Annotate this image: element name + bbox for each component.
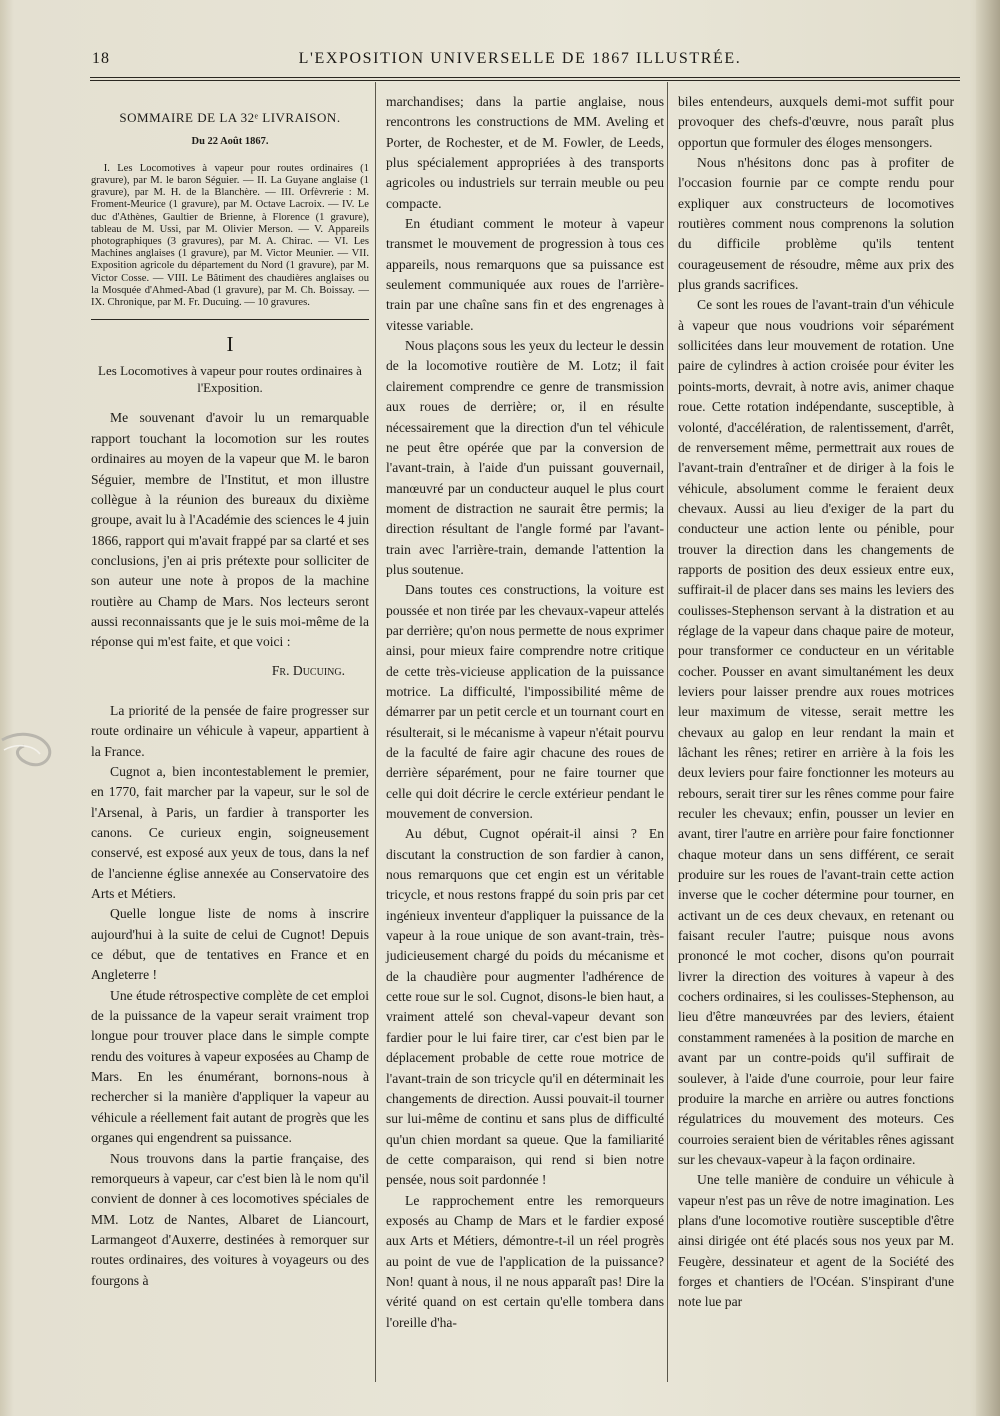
editor-intro: Me souvenant d'avoir lu un remarquable rapport touchant la locomotion sur les routes ordinaires au moyen de la vapeur que M. le baron Séguier, membre de l'Institut, et mon illustre collègue à la réunion des bureaux du dixième groupe, avait lu à l'Académie des sciences le 4 juin 1866, rapport qui m'avait frappé par sa clarté et ses conclusions, j'en ai pris prétexte pour solliciter de son auteur une note à propos de la machine routière au Champ de Mars. Nos lecteurs seront aussi reconnaissants que je le suis moi-même de la réponse qui m'est faite, et que voici : [91,410,369,650]
signature: Fr. Ducuing. [271,662,345,678]
sommaire-date: Du 22 Août 1867. [191,136,269,148]
paragraph: biles entendeurs, auxquels demi-mot suffit pour provoquer des chefs-d'œuvre, nous paraît plus opportun que formuler des éloges mensongers. [678,94,954,150]
journal-title: L'EXPOSITION UNIVERSELLE DE 1867 ILLUSTRÉE. [298,50,742,67]
paragraph: En étudiant comment le moteur à vapeur transmet le mouvement de progression à tous ces appareils, nous remarquons que sa puissance est seulement communiquée aux roues de l'arrière-train par une chaîne sans fin et des engrenages à vitesse variable. [386,216,664,333]
sommaire-box [91,108,369,320]
article-title: Les Locomotives à vapeur pour routes ordinaires à l'Exposition. [98,363,362,396]
header-rule [90,80,960,81]
paragraph: Ce sont les roues de l'avant-train d'un véhicule à vapeur que nous voudrions voir séparément sollicitées dans leur mouvement de rotation. Une paire de cylindres à action croisée pour éviter les points-morts, devrait, à notre avis, animer chaque roue. Cette rotation indépendante, susceptible, à volonté, d'accélération, de ralentissement, d'arrêt, de renversement même, permettrait aux roues de l'avant-train d'entraîner et de diriger à la fois le véhicule, absolument comme le feraient deux chevaux. Aussi au lieu d'exiger de la part du conducteur une action lente ou pénible, pour trouver la direction dans les changements de rapports de position des deux essieux entre eux, suffirait-il de placer dans ses mains les leviers des coulisses-Stephenson servant à la distration et au réglage de la vapeur dans chaque paire de moteur, pour transformer ce conducteur en un véritable cocher. Pousser en avant simultanément les deux leviers pour laisser prendre aux roues motrices leur maximum de vitesse, serait mettre les chevaux au galop en leur rendant la main et lâchant les rênes; retirer en arrière à la fois les deux leviers pour faire fonctionner les moteurs au rebours, serait tirer sur les rênes comme pour faire reculer les chevaux; enfin, pousser un levier en avant, tirer l'autre en arrière pour faire fonctionner chaque moteur dans un sens différent, ce serait produire sur les roues de l'avant-train cette action inverse que le cocher détermine pour tourner, en activant un de ces deux chevaux, en retenant ou faisant reculer l'autre; puisque nous avons prononcé le mot cocher, disons qu'on pourrait livrer la direction des voitures à vapeur à des cochers ordinaires, si les coulisses-Stephenson, au lieu d'être manœuvrées par des leviers, étaient constamment ramenées à la position de marche en avant par un contre-poids qu'il suffirait de soulever, à l'aide d'une courroie, pour leur faire produire la marche en arrière ou autres fonctions régulatrices du mouvement des moteurs. Ces courroies seraient bien de véritables rênes agissant sur les chevaux-vapeur à la façon ordinaire. [678,297,954,1167]
column-3 [678,92,954,1313]
paragraph: Quelle longue liste de noms à inscrire aujourd'hui à la suite de celui de Cugnot! Depuis ce début, que de tentatives en France et en Angleterre ! [91,906,369,983]
column-2 [386,92,664,1333]
paragraph: Nous trouvons dans la partie française, des remorqueurs à vapeur, car c'est bien là le nom qu'il convient de donner à ces locomotives spéciales de MM. Lotz de Nantes, Albaret de Liancourt, Larmangeot d'Auxerre, destinées à remorquer sur routes ordinaires, des voitures à voyageurs ou des fourgons à [91,1150,369,1288]
page-number: 18 [92,50,110,67]
running-head [90,50,950,72]
paragraph: Au début, Cugnot opérait-il ainsi ? En discutant la construction de son fardier à canon, nous remarquons que cet engin est un véritable tricycle, et nous restons frappé du soin pris par cet ingénieux inventeur d'appliquer la puissance de la vapeur à la roue unique de son avant-train, très-judicieusement chargé du poids du mécanisme et de la chaudière pour augmenter l'adhérence de cette roue sur le sol. Cugnot, disons-le bien haut, a vraiment attelé son cheval-vapeur devant son fardier pour le lui faire tirer, car c'est bien par le déplacement probable de cette roue motrice de l'avant-train de son tricycle qu'il en déterminait les changements de direction. Aussi pouvait-il tourner sur lui-même de continu et sans plus de difficulté qu'un chien mordant sa queue. Que la familiarité de cette comparaison, qui rend si bien notre pensée, nous soit pardonnée ! [386,826,664,1188]
paragraph: Nous n'hésitons donc pas à profiter de l'occasion fournie par ce compte rendu pour expliquer aux constructeurs de locomotives routières comment nous comprenons la solution du difficile problème qu'ils tentent courageusement de résoudre, même aux prix des plus grands sacrifices. [678,155,954,293]
paragraph: Une telle manière de conduire un véhicule à vapeur n'est pas un rêve de notre imagination. Les plans d'une locomotive routière susceptible d'être ainsi dirigée ont été placés sous nos yeux par M. Feugère, dessinateur et agent de la Société des forges et chantiers de l'Océan. S'inspirant d'une note lue par [678,1172,954,1310]
paragraph: Le rapprochement entre les remorqueurs exposés au Champ de Mars et le fardier exposé aux Arts et Métiers, démontre-t-il un réel progrès au point de vue de l'application de la puissance? Non! quant à nous, il ne nous apparaît pas! Dire la vérité quand on est certain qu'elle tombera dans l'oreille d'ha- [386,1192,664,1330]
column-1 [91,92,369,1291]
section-number: I [226,332,234,357]
paragraph: Cugnot a, bien incontestablement le premier, en 1770, fait marcher par la vapeur, sur le sol de l'Arsenal, à Paris, un fardier à transporter les canons. Ce curieux engin, soigneusement conservé, est exposé aux yeux de tous, dans la nef de l'ancienne église annexée au Conservatoire des Arts et Métiers. [91,763,369,902]
paragraph: marchandises; dans la partie anglaise, nous rencontrons les constructions de MM. Aveling et Porter, de Rochester, et de M. Fowler, de Leeds, plus spécialement appropriées à des transports agricoles ou industriels sur terrain meuble ou peu compacte. [386,94,664,211]
binding-edge [976,0,1000,1416]
paragraph: Nous plaçons sous les yeux du lecteur le dessin de la locomotive routière de M. Lotz; il fait clairement comprendre ce genre de transmission aux roues de derrière; or, il en résulte nécessairement que la direction d'un tel véhicule ne peut être opérée que par la conversion de l'avant-train, à l'aide d'un puissant gouvernail, manœuvré par un conducteur auquel le plus court moment de distraction ne saurait être permis; la direction résultant de l'angle formé par l'avant-train avec l'arrière-train, demande l'attention la plus soutenue. [386,338,664,577]
paragraph: Dans toutes ces constructions, la voiture est poussée et non tirée par les chevaux-vapeur attelés par derrière; qu'on nous permette de nous exprimer ainsi, pour mieux faire comprendre notre critique de cette très-vicieuse application de la puissance motrice. La difficulté, l'impossibilité même de démarrer par un petit cercle et un tournant court en résulterait, si le mécanisme à vapeur n'était pourvu de la faculté de faire agir chacune des roues de derrière séparément, pour ne faire tourner que celle qui doit décrire le cercle extérieur pendant le mouvement de conversion. [386,582,664,822]
column-divider [667,82,668,1382]
paragraph: La priorité de la pensée de faire progresser sur route ordinaire un véhicule à vapeur, appartient à la France. [91,702,369,759]
paper-clip-icon [0,720,55,790]
sommaire-title: SOMMAIRE DE LA 32ᵉ LIVRAISON. [119,110,341,125]
column-divider [375,82,376,1382]
header-rule [90,77,960,78]
paragraph: Une étude rétrospective complète de cet emploi de la puissance de la vapeur serait vraiment trop longue pour trouver place dans le simple compte rendu des voitures à vapeur exposées au Champ de Mars. En les énumérant, bornons-nous à rechercher si la manière d'appliquer la vapeur au véhicule a réellement fait autant de progrès que les organes qui engendrent sa puissance. [91,987,369,1146]
spacer [91,687,369,701]
sommaire-rule [91,319,369,320]
sommaire-contents: I. Les Locomotives à vapeur pour routes ordinaires (1 gravure), par M. le baron Séguier. — II. La Guyane anglaise (1 gravure), par M. H. de la Blanchère. — III. Orfèvrerie : M. Froment-Meurice (1 gravure), par M. Octave Lacroix. — IV. Le duc d'Athènes, Gaultier de Brienne, à Florence (1 gravure), tableau de M. Ussi, par M. Olivier Merson. — V. Appareils photographiques (3 gravures), par M. A. Chirac. — VI. Les Machines anglaises (1 gravure), par M. Victor Meunier. — VII. Exposition agricole du département du Nord (1 gravure), par M. Victor Cosse. — VIII. Le Bâtiment des chaudières anglaises ou la Mosquée d'Ahmed-Abad (1 gravure), par M. Ch. Boissay. — IX. Chronique, par M. Fr. Ducuing. — 10 gravures. [91,162,369,308]
